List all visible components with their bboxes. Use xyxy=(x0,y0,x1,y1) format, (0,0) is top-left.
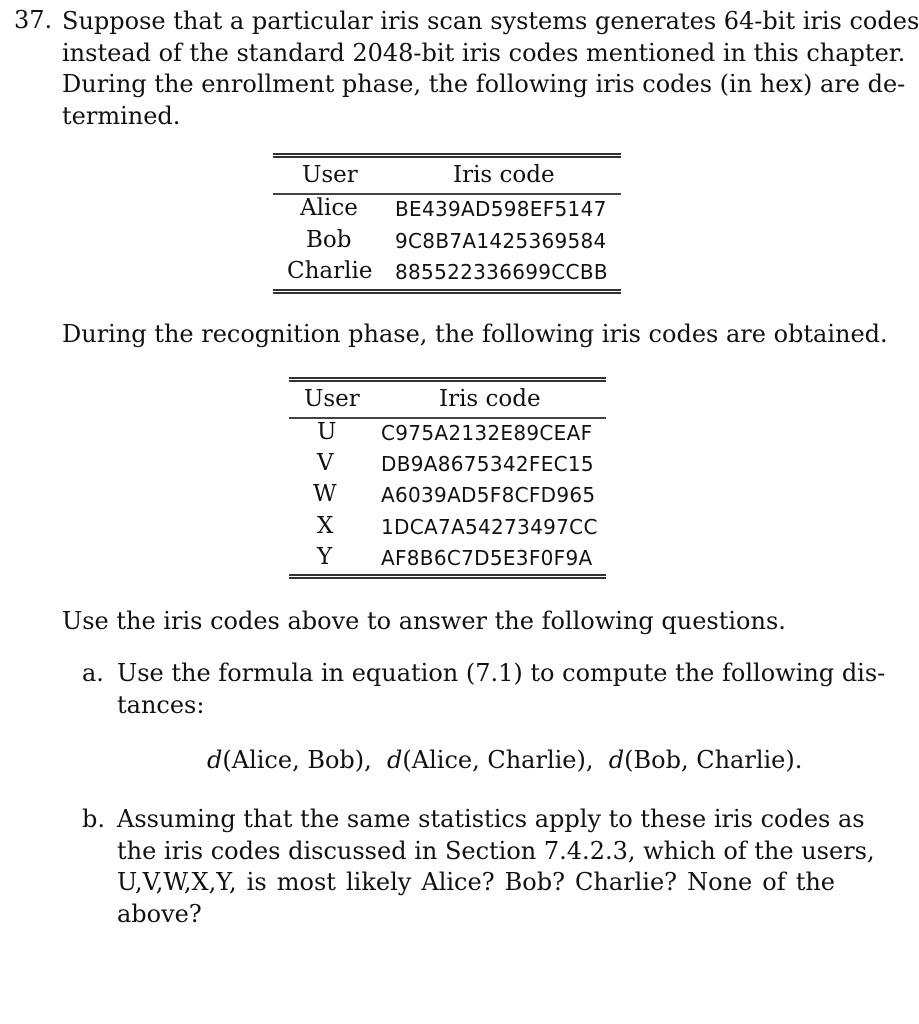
user-cell: U xyxy=(317,419,337,445)
table-header-user: User xyxy=(302,162,358,188)
part-a-line: tances: xyxy=(117,690,205,719)
part-b-label: b. xyxy=(82,805,105,833)
iris-code-cell: 1DCA7A54273497CC xyxy=(381,515,598,539)
distance-formula xyxy=(207,746,802,774)
user-cell: Y xyxy=(317,544,333,570)
iris-code-cell: DB9A8675342FEC15 xyxy=(381,452,594,476)
part-a-text xyxy=(117,658,886,721)
user-cell: Bob xyxy=(306,227,352,253)
distance-function: d xyxy=(207,746,223,774)
distance-function: d xyxy=(608,746,625,774)
user-cell: W xyxy=(313,481,337,507)
part-a-label: a. xyxy=(82,659,104,687)
use-instructions: Use the iris codes above to answer the following questions. xyxy=(62,607,786,635)
intro-line: instead of the standard 2048-bit iris codes mentioned in this chapter. xyxy=(62,38,906,67)
part-b-line: above? xyxy=(117,899,202,928)
intro-line: During the enrollment phase, the following iris codes (in hex) are de- xyxy=(62,70,906,98)
user-cell: Alice xyxy=(300,195,358,221)
part-b-text xyxy=(117,804,875,930)
table-bottom-rule xyxy=(273,289,621,294)
part-b-line: Assuming that the same statistics apply to these iris codes as xyxy=(117,805,865,833)
user-cell: V xyxy=(317,450,334,476)
table-header-user: User xyxy=(304,386,360,412)
iris-code-cell: 9C8B7A1425369584 xyxy=(395,229,607,253)
intro-line: termined. xyxy=(62,101,181,130)
iris-code-cell: AF8B6C7D5E3F0F9A xyxy=(381,546,593,570)
table-header-iris-code: Iris code xyxy=(439,386,541,412)
iris-code-cell: A6039AD5F8CFD965 xyxy=(381,483,596,507)
distance-function: d xyxy=(387,746,403,774)
part-a-line: Use the formula in equation (7.1) to compute the following dis- xyxy=(117,659,886,687)
table-header-iris-code: Iris code xyxy=(453,162,555,188)
iris-code-cell: BE439AD598EF5147 xyxy=(395,197,607,221)
question-number: 37. xyxy=(14,6,53,34)
iris-code-cell: C975A2132E89CEAF xyxy=(381,421,593,445)
distance-args: (Alice, Charlie), xyxy=(402,746,594,774)
part-b-line: the iris codes discussed in Section 7.4.2.3, which of the users, xyxy=(117,836,875,865)
distance-args: (Alice, Bob), xyxy=(222,746,372,774)
user-cell: Charlie xyxy=(287,258,373,284)
iris-code-cell: 885522336699CCBB xyxy=(395,260,608,284)
part-b-line: U,V,W,X,Y, is most likely Alice? Bob? Charlie? None of the xyxy=(117,868,835,896)
table-top-rule xyxy=(273,153,621,158)
question-intro xyxy=(62,6,919,132)
intro-line: Suppose that a particular iris scan systems generates 64-bit iris codes xyxy=(62,7,919,35)
table-bottom-rule xyxy=(289,574,606,579)
user-cell: X xyxy=(317,513,334,539)
table-top-rule xyxy=(289,377,606,382)
distance-args: (Bob, Charlie). xyxy=(624,746,803,774)
recognition-intro: During the recognition phase, the following iris codes are obtained. xyxy=(62,320,888,348)
